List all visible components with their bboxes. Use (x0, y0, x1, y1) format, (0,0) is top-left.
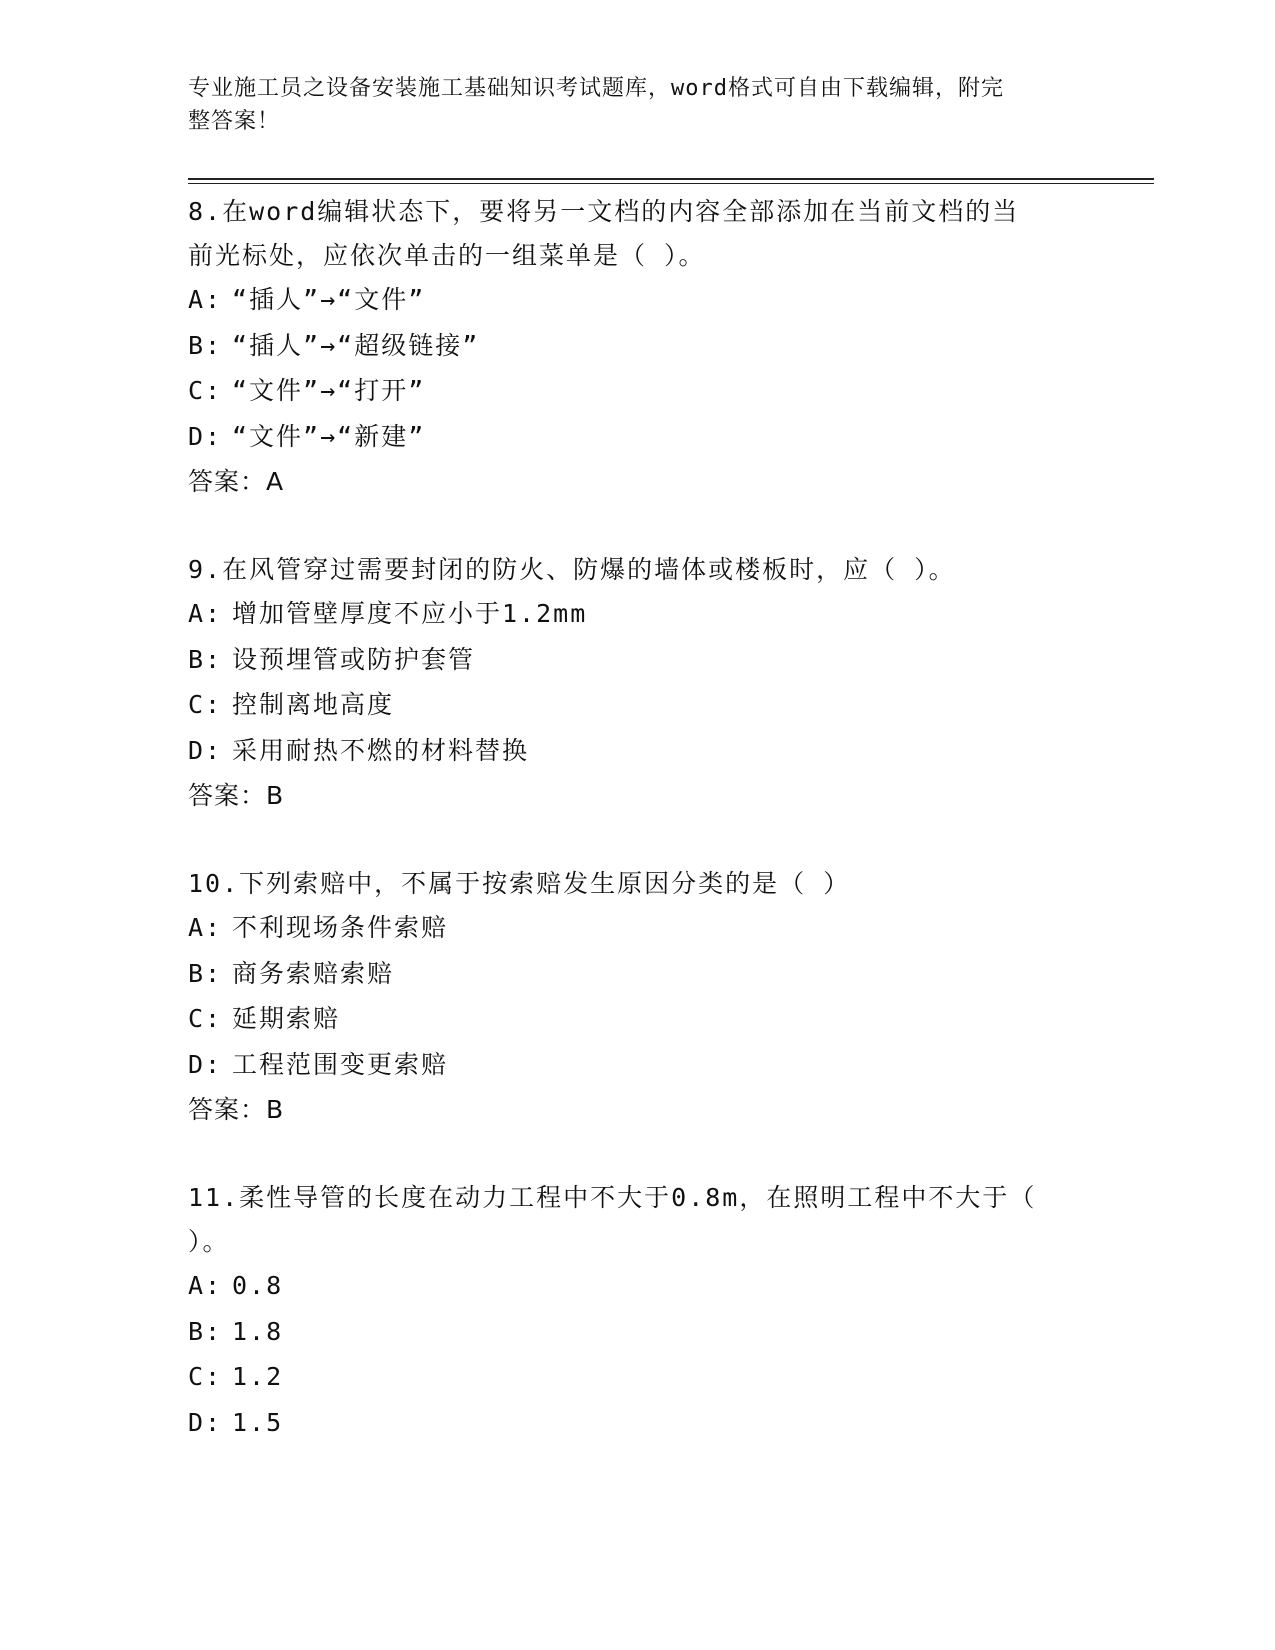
option-text: 设预埋管或防护套管 (232, 644, 476, 674)
option-key: C: (188, 376, 223, 405)
option-key: B: (188, 330, 223, 360)
question-9 (188, 548, 1088, 818)
answer-label: 答案：A (188, 467, 285, 496)
question-stem-continued: 前光标处，应依次单击的一组菜单是（ ）。 (188, 241, 706, 270)
header-divider-thick (188, 178, 1154, 180)
question-stem-continued: ）。 (188, 1227, 230, 1256)
option-text: “插人”→“超级链接” (232, 330, 480, 360)
header-divider-thin (188, 183, 1154, 184)
question-spacer (188, 818, 1088, 862)
option-key: B: (188, 1316, 223, 1346)
option-key: D: (188, 1407, 223, 1437)
option-text: 1.2 (232, 1362, 284, 1391)
option-c (188, 369, 1088, 415)
option-text: 控制离地高度 (232, 690, 395, 719)
option-a (188, 1264, 1088, 1310)
option-d (188, 1401, 1088, 1447)
option-text: 1.5 (232, 1407, 284, 1437)
option-d (188, 415, 1088, 461)
option-text: 商务索赔索赔 (232, 958, 395, 988)
answer-label: 答案：B (188, 1095, 285, 1124)
option-text: 采用耐热不燃的材料替换 (232, 735, 530, 765)
option-d (188, 729, 1088, 775)
question-stem: 8.在word编辑状态下，要将另一文档的内容全部添加在当前文档的当 (188, 197, 1020, 226)
option-key: C: (188, 1362, 223, 1391)
option-key: B: (188, 958, 223, 988)
option-c (188, 1355, 1088, 1401)
option-b (188, 952, 1088, 998)
option-text: 0.8 (232, 1271, 284, 1300)
question-spacer (188, 1132, 1088, 1176)
question-stem: 10.下列索赔中，不属于按索赔发生原因分类的是（ ） (188, 869, 851, 898)
option-key: C: (188, 690, 223, 719)
header-line-2: 整答案！ (188, 109, 281, 134)
option-c (188, 997, 1088, 1043)
option-key: A: (188, 285, 223, 314)
question-10 (188, 862, 1088, 1132)
option-key: A: (188, 599, 223, 628)
option-text: 延期索赔 (232, 1004, 341, 1033)
question-list (188, 190, 1088, 1446)
option-key: A: (188, 913, 223, 942)
question-stem: 11.柔性导管的长度在动力工程中不大于0.8m，在照明工程中不大于（ (188, 1183, 1037, 1212)
option-d (188, 1043, 1088, 1089)
option-b (188, 324, 1088, 370)
option-a (188, 906, 1088, 952)
option-b (188, 1310, 1088, 1356)
option-key: B: (188, 644, 223, 674)
option-text: 工程范围变更索赔 (232, 1049, 449, 1079)
option-a (188, 592, 1088, 638)
question-stem: 9.在风管穿过需要封闭的防火、防爆的墙体或楼板时，应（ ）。 (188, 555, 956, 584)
document-header (188, 72, 1088, 138)
question-11 (188, 1176, 1088, 1446)
option-c (188, 683, 1088, 729)
option-text: 增加管壁厚度不应小于1.2mm (232, 599, 588, 628)
option-text: 1.8 (232, 1316, 284, 1346)
option-b (188, 638, 1088, 684)
option-a (188, 278, 1088, 324)
option-text: “插人”→“文件” (232, 285, 426, 314)
option-text: “文件”→“打开” (232, 376, 426, 405)
question-spacer (188, 504, 1088, 548)
option-key: D: (188, 1049, 223, 1079)
option-text: “文件”→“新建” (232, 421, 426, 451)
answer-label: 答案：B (188, 781, 285, 810)
option-key: C: (188, 1004, 223, 1033)
option-key: D: (188, 421, 223, 451)
option-key: A: (188, 1271, 223, 1300)
option-key: D: (188, 735, 223, 765)
question-8 (188, 190, 1088, 504)
header-line-1: 专业施工员之设备安装施工基础知识考试题库，word格式可自由下载编辑，附完 (188, 76, 1004, 101)
option-text: 不利现场条件索赔 (232, 913, 449, 942)
